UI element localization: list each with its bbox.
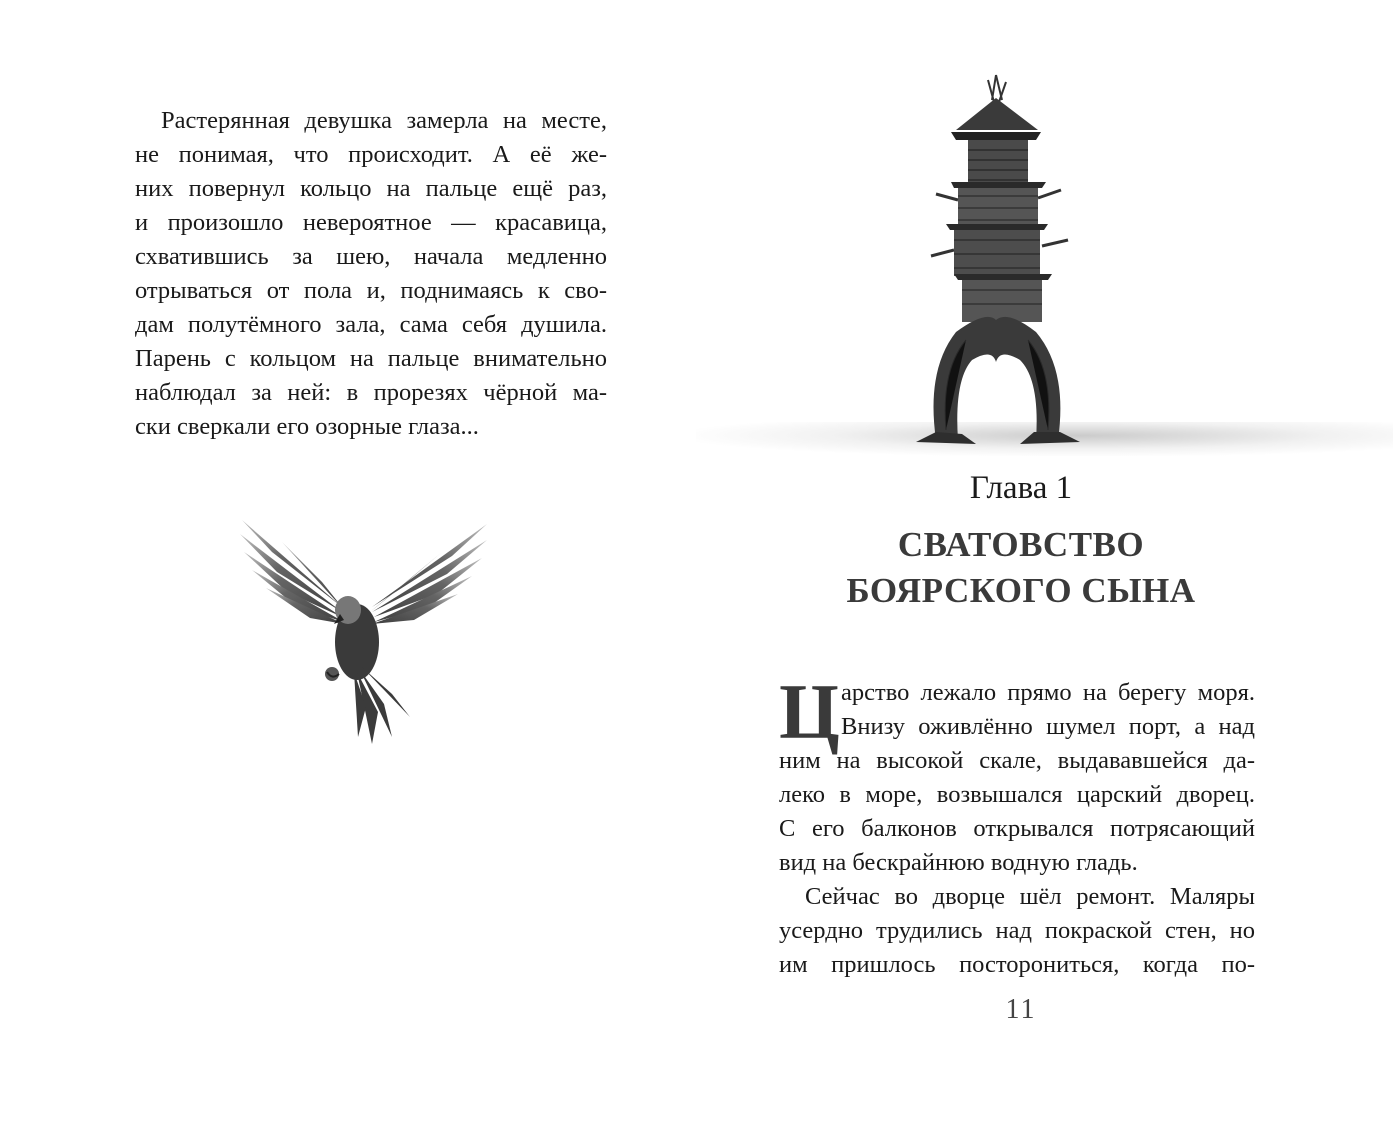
text-line: Внизу оживлённо шумел порт, а над bbox=[841, 713, 1255, 740]
eagle-illustration bbox=[232, 512, 492, 752]
left-page bbox=[0, 0, 696, 1125]
chapter-title-line: БОЯРСКОГО СЫНА bbox=[846, 571, 1196, 610]
right-page-text bbox=[779, 668, 1255, 982]
text-line: Парень с кольцом на пальце внимательно bbox=[135, 345, 607, 372]
text-line: ски сверкали его озорные глаза... bbox=[135, 413, 479, 440]
drop-cap: Ц bbox=[779, 668, 840, 755]
text-line: ним на высокой скале, выдававшейся да- bbox=[779, 747, 1255, 774]
text-line: дам полутёмного зала, сама себя душила. bbox=[135, 311, 607, 338]
chapter-title-line: СВАТОВСТВО bbox=[897, 525, 1145, 564]
text-line: леко в море, возвышался царский дворец. bbox=[779, 781, 1255, 808]
text-line: отрываться от пола и, поднимаясь к сво- bbox=[135, 277, 607, 304]
chapter-number: Глава 1 bbox=[969, 470, 1073, 506]
chapter-title bbox=[696, 522, 1346, 614]
text-line: им пришлось посторониться, когда по- bbox=[779, 951, 1255, 978]
text-line: вид на бескрайнюю водную гладь. bbox=[779, 849, 1138, 876]
text-line: схватившись за шею, начала медленно bbox=[135, 243, 607, 270]
text-line: наблюдал за ней: в прорезях чёрной ма- bbox=[135, 379, 607, 406]
hut-on-chicken-legs-illustration bbox=[896, 70, 1096, 450]
text-line: и произошло невероятное — красавица, bbox=[135, 209, 607, 236]
left-page-text bbox=[135, 104, 607, 444]
hut-illustration-area bbox=[696, 60, 1393, 460]
text-line: Сейчас во дворце шёл ремонт. Маляры bbox=[805, 883, 1255, 910]
right-page bbox=[696, 0, 1393, 1125]
text-line: усердно трудились над покраской стен, но bbox=[779, 917, 1255, 944]
text-line: не понимая, что происходит. А её же- bbox=[135, 141, 607, 168]
text-line: них повернул кольцо на пальце ещё раз, bbox=[135, 175, 607, 202]
text-line: арство лежало прямо на берегу моря. bbox=[841, 679, 1255, 706]
text-line: Растерянная девушка замерла на месте, bbox=[161, 107, 607, 134]
text-line: С его балконов открывался потрясающий bbox=[779, 815, 1255, 842]
page-number: 11 bbox=[1005, 994, 1037, 1025]
